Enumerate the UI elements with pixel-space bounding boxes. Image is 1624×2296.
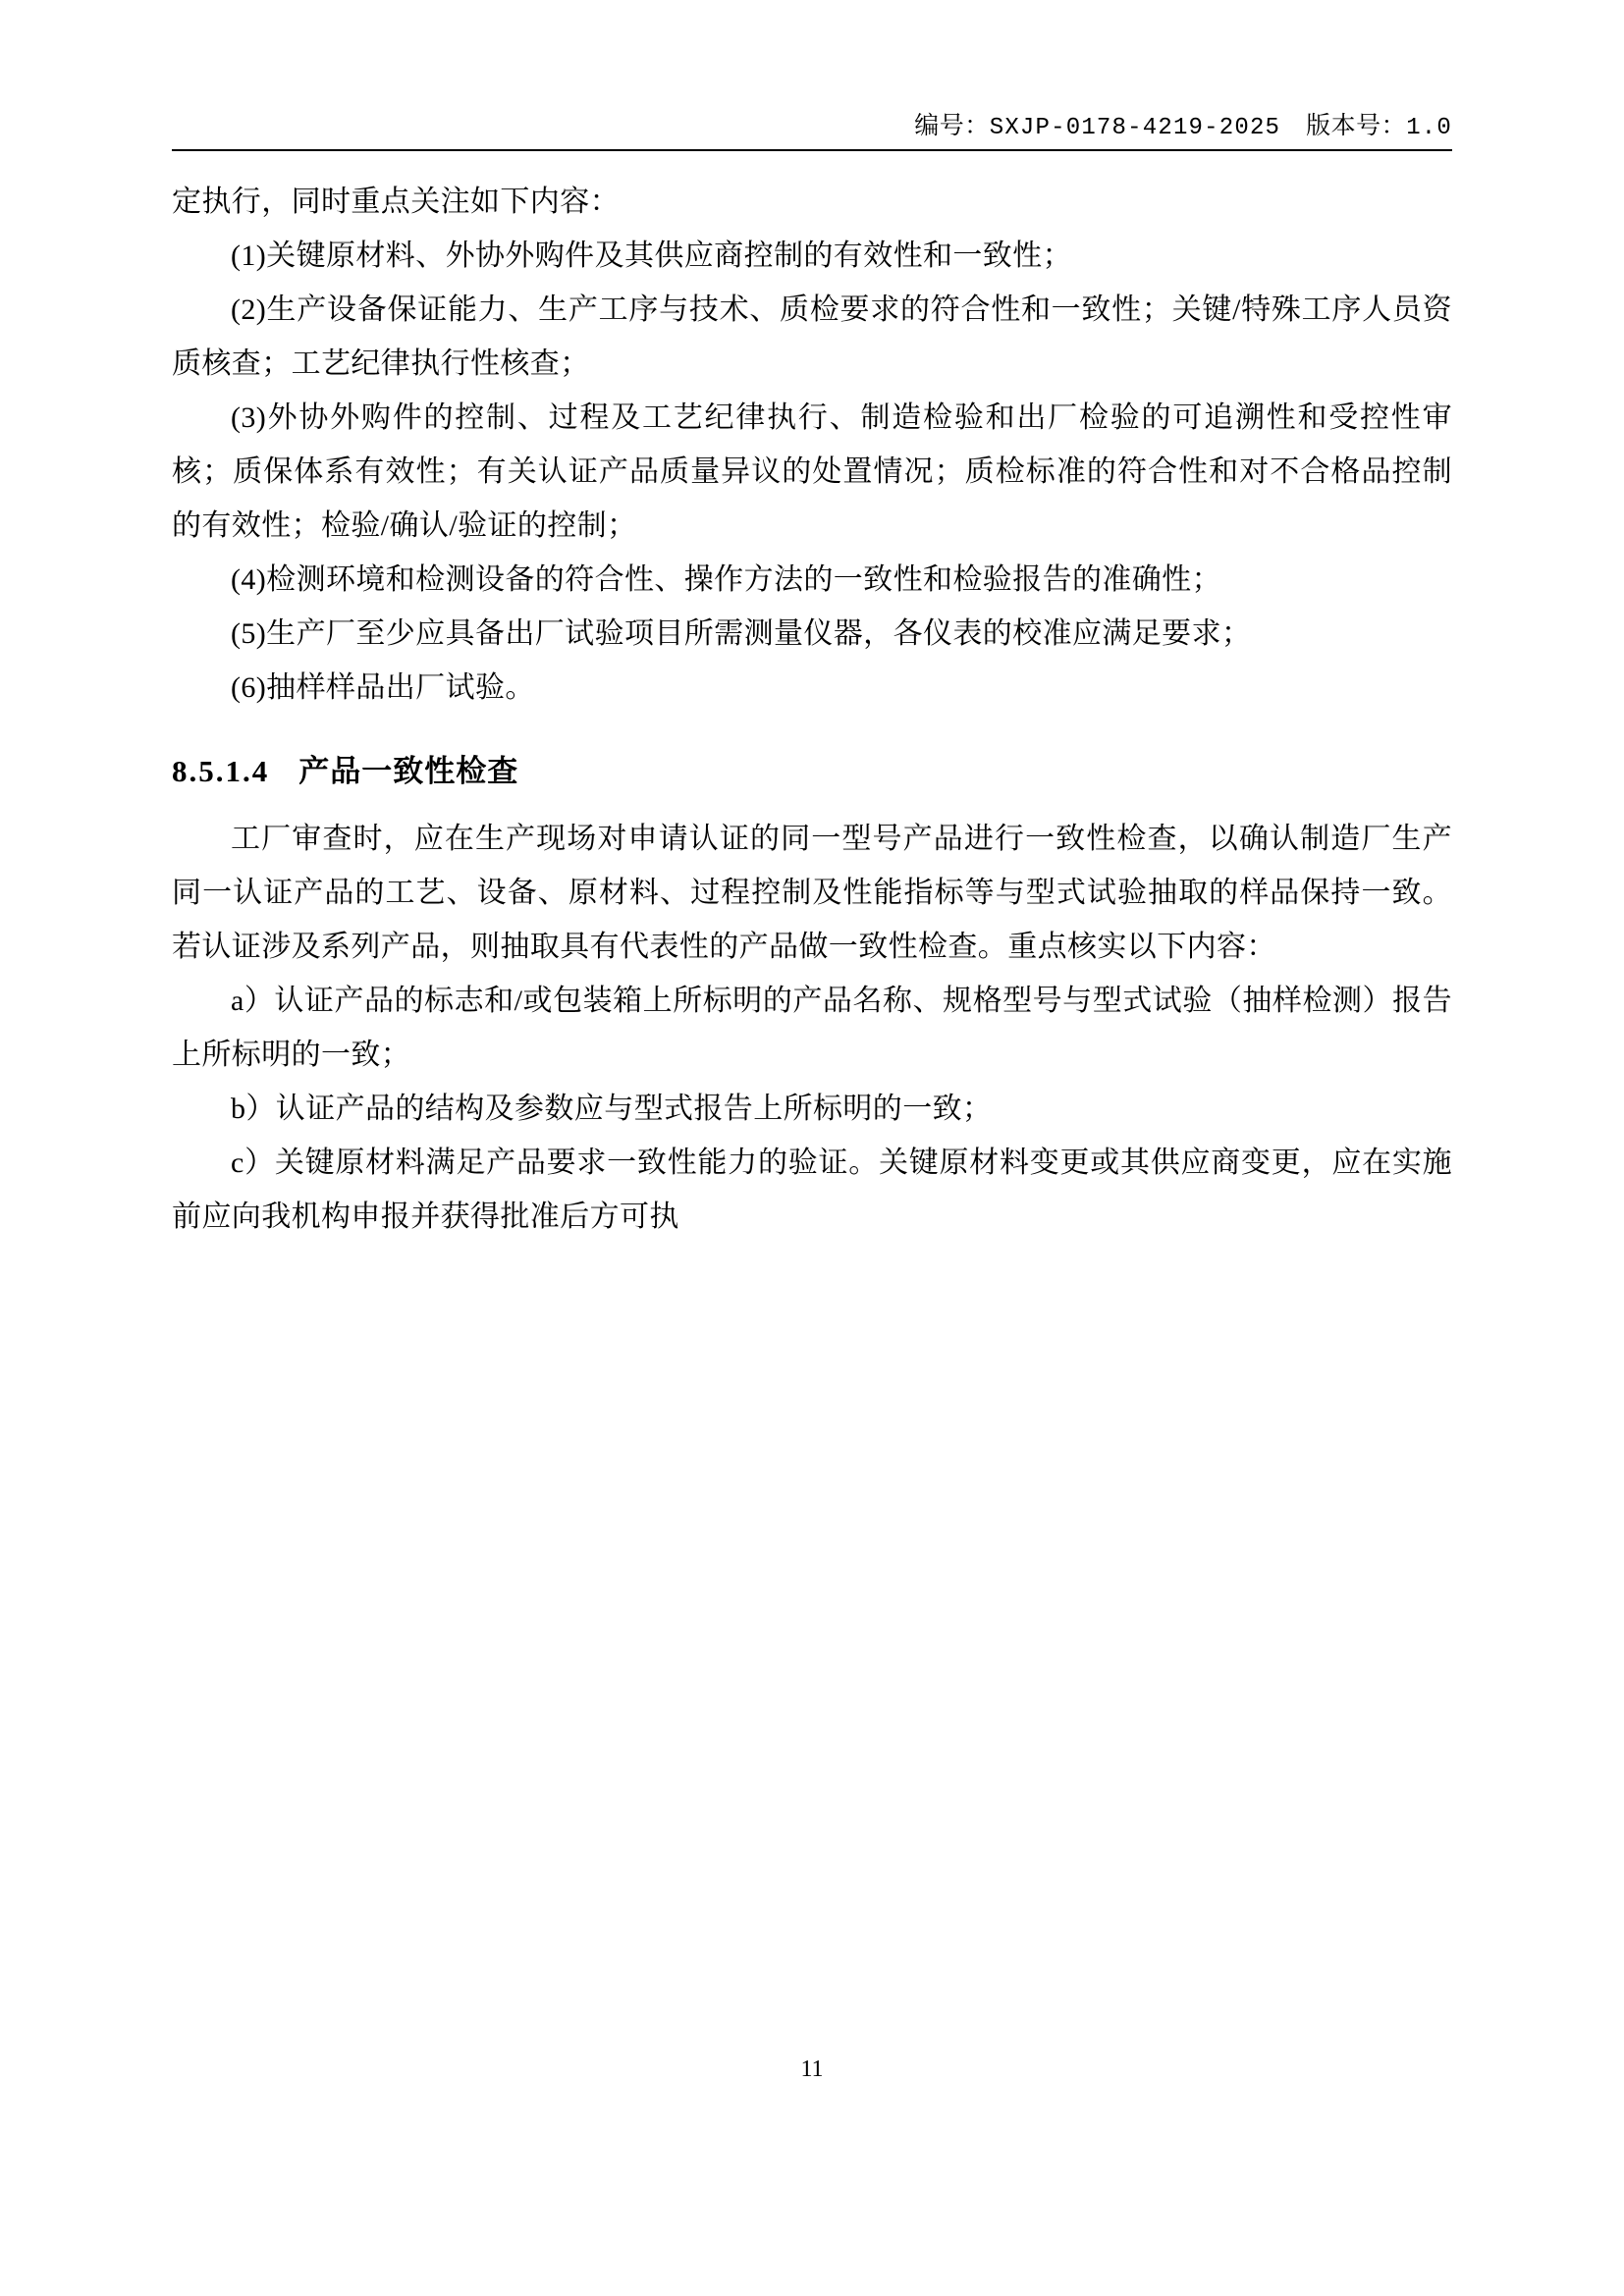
version-value: 1.0 (1406, 115, 1452, 141)
list-item: (2)生产设备保证能力、生产工序与技术、质检要求的符合性和一致性；关键/特殊工序人员资质核查；工艺纪律执行性核查； (172, 294, 1452, 380)
list-item: c）关键原材料满足产品要求一致性能力的验证。关键原材料变更或其供应商变更，应在实施前应向我机构申报并获得批准后方可执 (172, 1147, 1452, 1233)
section-heading (172, 744, 1452, 798)
section-number: 8.5.1.4 (172, 754, 270, 788)
section-title: 产品一致性检查 (298, 754, 519, 788)
list-item: (4)检测环境和检测设备的符合性、操作方法的一致性和检验报告的准确性； (231, 563, 1221, 596)
list-item: (1)关键原材料、外协外购件及其供应商控制的有效性和一致性； (231, 240, 1072, 272)
list-item: (6)抽样样品出厂试验。 (231, 671, 535, 704)
page-content (172, 175, 1452, 1244)
list-item: a）认证产品的标志和/或包装箱上所标明的产品名称、规格型号与型式试验（抽样检测）报告上所标明的一致； (172, 985, 1452, 1071)
header-divider (172, 149, 1452, 151)
doc-number-label: 编号： (914, 113, 990, 139)
section-intro-paragraph: 工厂审查时，应在生产现场对申请认证的同一型号产品进行一致性检查，以确认制造厂生产同一认证产品的工艺、设备、原材料、过程控制及性能指标等与型式试验抽取的样品保持一致。若认证涉及系列产品，则抽取具有代表性的产品做一致性检查。重点核实以下内容： (172, 823, 1452, 963)
page-header (172, 106, 1452, 149)
version-label: 版本号： (1306, 113, 1407, 139)
list-item: (3)外协外购件的控制、过程及工艺纪律执行、制造检验和出厂检验的可追溯性和受控性审核；质保体系有效性；有关认证产品质量异议的处置情况；质检标准的符合性和对不合格品控制的有效性；检验/确认/验证的控制； (172, 401, 1452, 542)
list-item: b）认证产品的结构及参数应与型式报告上所标明的一致； (231, 1093, 993, 1125)
doc-number-value: SXJP-0178-4219-2025 (989, 115, 1281, 141)
lead-paragraph: 定执行，同时重点关注如下内容： (172, 186, 620, 218)
list-item: (5)生产厂至少应具备出厂试验项目所需测量仪器，各仪表的校准应满足要求； (231, 617, 1252, 650)
page-number: 11 (800, 2056, 824, 2082)
